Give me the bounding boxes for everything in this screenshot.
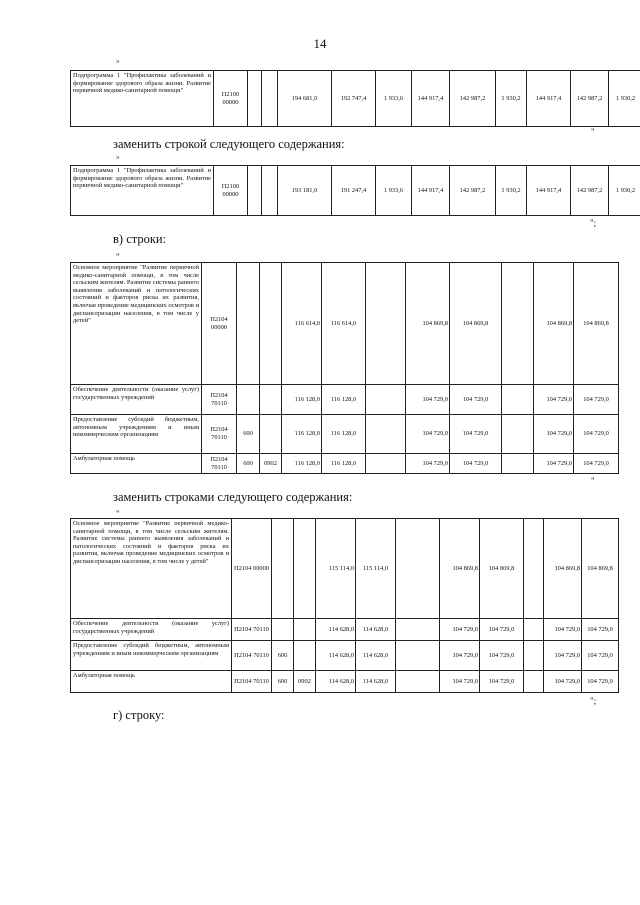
- heading-replace-rows: заменить строками следующего содержания:: [113, 490, 353, 504]
- value-cell: 116 614,0: [322, 263, 366, 385]
- value-cell: 104 729,0: [574, 415, 619, 454]
- value-cell: 144 917,4: [527, 71, 571, 127]
- value-cell: 104 869,8: [534, 263, 574, 385]
- row-name: Предоставление субсидий бюджетным, автономным учреждениям и иным некоммерческим организациям: [71, 415, 202, 454]
- quote-open-4: ": [116, 509, 120, 519]
- row-rz: 0902: [294, 671, 316, 693]
- value-cell: 104 729,0: [406, 415, 450, 454]
- value-cell: 104 729,0: [582, 641, 619, 671]
- table-row: [71, 619, 619, 641]
- value-cell: 104 869,8: [582, 519, 619, 619]
- value-cell: 104 729,0: [534, 415, 574, 454]
- value-cell: 104 729,0: [450, 415, 502, 454]
- row-vr: [272, 619, 294, 641]
- value-cell: 104 729,0: [582, 671, 619, 693]
- value-cell: [524, 641, 544, 671]
- value-cell: 191 247,4: [332, 166, 376, 216]
- value-cell: [396, 641, 440, 671]
- value-cell: 142 987,2: [571, 71, 609, 127]
- value-cell: 1 930,2: [609, 166, 640, 216]
- row-vr: [272, 519, 294, 619]
- quote-open-2: ": [116, 155, 120, 165]
- quote-open-1: ": [116, 59, 120, 69]
- value-cell: [366, 415, 406, 454]
- row-name: Амбулаторная помощь: [71, 454, 202, 474]
- value-cell: 116 128,0: [322, 415, 366, 454]
- table-row: [71, 71, 640, 127]
- row-vr: 600: [272, 671, 294, 693]
- value-cell: 104 729,0: [440, 641, 480, 671]
- value-cell: 144 917,4: [412, 71, 450, 127]
- heading-section-v: в) строки:: [113, 232, 167, 246]
- table-row: [71, 263, 619, 385]
- value-cell: 142 987,2: [571, 166, 609, 216]
- value-cell: [396, 519, 440, 619]
- value-cell: 144 917,4: [527, 166, 571, 216]
- value-cell: [366, 385, 406, 415]
- row-name: Подпрограмма 1 "Профилактика заболеваний и формирование здорового образа жизни. Развитие первичной медико-санитарной помощи": [71, 71, 214, 127]
- value-cell: [524, 671, 544, 693]
- value-cell: 114 628,0: [356, 619, 396, 641]
- row-code: П2104 00000: [232, 519, 272, 619]
- value-cell: 104 869,8: [440, 519, 480, 619]
- value-cell: [524, 619, 544, 641]
- value-cell: 193 181,0: [278, 166, 332, 216]
- row-code: П2104 70110: [202, 385, 237, 415]
- value-cell: 116 128,0: [322, 454, 366, 474]
- value-cell: 114 628,0: [316, 619, 356, 641]
- row-code: П2104 70110: [232, 619, 272, 641]
- row-vr: [237, 385, 260, 415]
- quote-close-semicolon-4: ";: [590, 696, 597, 706]
- value-cell: 104 869,8: [406, 263, 450, 385]
- value-cell: [502, 385, 534, 415]
- heading-section-g: г) строку:: [113, 708, 165, 722]
- row-name: Обеспечение деятельности (оказание услуг) государственных учреждений: [71, 619, 232, 641]
- row-vr: [248, 166, 262, 216]
- row-rz: [260, 385, 282, 415]
- page-number: 14: [313, 36, 327, 51]
- row-code: П2104 70110: [232, 671, 272, 693]
- value-cell: 1 930,2: [496, 166, 527, 216]
- table-row: [71, 454, 619, 474]
- row-code: П2100 00000: [214, 166, 248, 216]
- value-cell: 104 729,0: [480, 671, 524, 693]
- value-cell: 104 729,0: [480, 641, 524, 671]
- value-cell: 142 987,2: [450, 71, 496, 127]
- row-name: Основное мероприятие "Развитие первичной медико-санитарной помощи, в том числе сельским жителям. Развитие системы раннего выявления заболеваний и патологических состояний и факторов риска их развития, включая проведение медицинских осмотров и диспансеризации населения, в том числе у детей": [71, 263, 202, 385]
- value-cell: [366, 454, 406, 474]
- value-cell: 104 729,0: [534, 385, 574, 415]
- value-cell: [366, 263, 406, 385]
- value-cell: 104 729,0: [544, 641, 582, 671]
- value-cell: 104 729,0: [544, 619, 582, 641]
- value-cell: 104 729,0: [582, 619, 619, 641]
- row-vr: [248, 71, 262, 127]
- value-cell: 104 729,0: [406, 454, 450, 474]
- row-name: Амбулаторная помощь: [71, 671, 232, 693]
- row-rz: [294, 619, 316, 641]
- table-original-main-activity: [70, 262, 619, 474]
- value-cell: 114 628,0: [356, 671, 396, 693]
- table-row: [71, 166, 640, 216]
- value-cell: 116 128,0: [282, 454, 322, 474]
- row-name: Обеспечение деятельности (оказание услуг) государственных учреждений: [71, 385, 202, 415]
- quote-close-1: ": [591, 127, 595, 137]
- value-cell: [502, 263, 534, 385]
- row-vr: 600: [272, 641, 294, 671]
- value-cell: 115 114,0: [356, 519, 396, 619]
- value-cell: 116 128,0: [282, 385, 322, 415]
- quote-close-semicolon-2: ";: [590, 218, 597, 228]
- value-cell: 104 869,8: [574, 263, 619, 385]
- table-row: [71, 671, 619, 693]
- value-cell: 104 729,0: [440, 619, 480, 641]
- quote-open-3: ": [116, 252, 120, 262]
- value-cell: [502, 454, 534, 474]
- value-cell: 114 628,0: [316, 671, 356, 693]
- row-vr: 600: [237, 415, 260, 454]
- value-cell: [524, 519, 544, 619]
- row-vr: [237, 263, 260, 385]
- value-cell: 192 747,4: [332, 71, 376, 127]
- row-rz: 0902: [260, 454, 282, 474]
- row-code: П2104 70110: [202, 454, 237, 474]
- value-cell: 1 930,2: [609, 71, 640, 127]
- row-code: П2100 00000: [214, 71, 248, 127]
- value-cell: 104 729,0: [574, 385, 619, 415]
- row-rz: [260, 415, 282, 454]
- value-cell: 1 933,6: [376, 166, 412, 216]
- value-cell: 104 729,0: [440, 671, 480, 693]
- value-cell: 116 614,0: [282, 263, 322, 385]
- value-cell: 115 114,0: [316, 519, 356, 619]
- value-cell: 104 729,0: [544, 671, 582, 693]
- value-cell: 104 869,8: [450, 263, 502, 385]
- value-cell: 104 729,0: [480, 619, 524, 641]
- row-rz: [262, 166, 278, 216]
- table-row: [71, 641, 619, 671]
- row-name: Основное мероприятие "Развитие первичной медико-санитарной помощи, в том числе сельским жителям. Развитие системы раннего выявления заболеваний и патологических состояний и факторов риска их развития, включая проведение медицинских осмотров и диспансеризации населения, в том числе у детей": [71, 519, 232, 619]
- row-code: П2104 00000: [202, 263, 237, 385]
- value-cell: 116 128,0: [322, 385, 366, 415]
- value-cell: 104 869,8: [480, 519, 524, 619]
- row-vr: 600: [237, 454, 260, 474]
- table-row: [71, 519, 619, 619]
- value-cell: 104 869,8: [544, 519, 582, 619]
- value-cell: 104 729,0: [450, 385, 502, 415]
- row-rz: [294, 519, 316, 619]
- table-replacement-main-activity: [70, 518, 619, 693]
- value-cell: 104 729,0: [534, 454, 574, 474]
- table-row: [71, 415, 619, 454]
- table-replacement-subprogram: [70, 165, 640, 216]
- value-cell: 1 930,2: [496, 71, 527, 127]
- value-cell: 144 917,4: [412, 166, 450, 216]
- row-rz: [262, 71, 278, 127]
- value-cell: 142 987,2: [450, 166, 496, 216]
- row-rz: [294, 641, 316, 671]
- quote-close-3: ": [591, 476, 595, 486]
- value-cell: 116 128,0: [282, 415, 322, 454]
- value-cell: 194 681,0: [278, 71, 332, 127]
- row-name: Предоставление субсидий бюджетным, автономным учреждениям и иным некоммерческим организациям: [71, 641, 232, 671]
- value-cell: 114 628,0: [356, 641, 396, 671]
- value-cell: 104 729,0: [450, 454, 502, 474]
- row-code: П2104 70110: [232, 641, 272, 671]
- value-cell: 104 729,0: [406, 385, 450, 415]
- row-name: Подпрограмма 1 "Профилактика заболеваний и формирование здорового образа жизни. Развитие первичной медико-санитарной помощи": [71, 166, 214, 216]
- value-cell: 114 628,0: [316, 641, 356, 671]
- table-original-subprogram: [70, 70, 640, 127]
- value-cell: 104 729,0: [574, 454, 619, 474]
- table-row: [71, 385, 619, 415]
- value-cell: [502, 415, 534, 454]
- value-cell: [396, 619, 440, 641]
- row-code: П2104 70110: [202, 415, 237, 454]
- value-cell: [396, 671, 440, 693]
- row-rz: [260, 263, 282, 385]
- value-cell: 1 933,6: [376, 71, 412, 127]
- heading-replace-row: заменить строкой следующего содержания:: [113, 137, 345, 151]
